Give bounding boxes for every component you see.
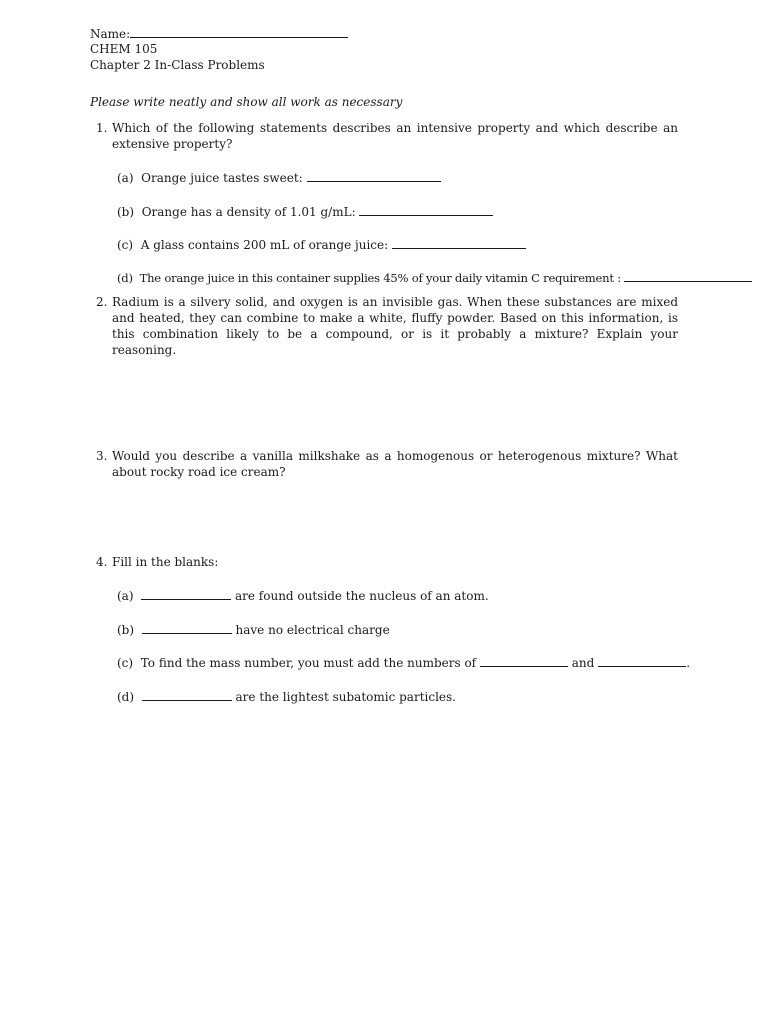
q1-part-c-text: A glass contains 200 mL of orange juice: [140, 238, 389, 252]
q1-part-c-label: (c) [117, 238, 134, 252]
q4-part-c-label: (c) [117, 656, 134, 670]
name-blank[interactable] [130, 25, 348, 38]
question-1-text: Which of the following statements describes an intensive property and which describe an extensive property? [112, 121, 678, 151]
q4-part-a-label: (a) [117, 589, 134, 603]
q4-part-d-blank[interactable] [142, 688, 232, 701]
q4-part-b-text: have no electrical charge [235, 623, 390, 637]
q4-part-a-blank[interactable] [141, 587, 231, 600]
page-title: Chapter 2 In-Class Problems [90, 58, 265, 72]
name-label: Name: [90, 27, 131, 41]
q1-part-a-label: (a) [117, 171, 134, 185]
q4-part-c [117, 654, 690, 671]
q1-part-c [117, 236, 526, 253]
q4-part-d [117, 688, 456, 705]
q4-part-c-text: To find the mass number, you must add the numbers of [140, 656, 477, 670]
q4-part-c-blank-2[interactable] [598, 654, 686, 667]
q1-part-d-label: (d) [117, 271, 133, 285]
q1-part-b-text: Orange has a density of 1.01 g/mL: [141, 205, 356, 219]
q4-part-c-end: . [686, 656, 691, 670]
name-line [90, 25, 348, 42]
question-1-number: 1. [96, 121, 108, 135]
question-2-number: 2. [96, 295, 108, 309]
q1-part-b-blank[interactable] [359, 203, 493, 216]
question-3-text: Would you describe a vanilla milkshake as a homogenous or heterogenous mixture? What about rocky road ice cream? [112, 449, 678, 479]
question-2-text: Radium is a silvery solid, and oxygen is an invisible gas. When these substances are mixed and heated, they can combine to make a white, fluffy powder. Based on this information, is this combination likely to be a compound, or is it probably a mixture? Explain your reasoning. [112, 295, 678, 357]
q1-part-b-label: (b) [117, 205, 135, 219]
q4-part-b [117, 621, 390, 638]
q4-part-a [117, 587, 489, 604]
instructions: Please write neatly and show all work as necessary [90, 95, 403, 109]
q4-part-d-text: are the lightest subatomic particles. [235, 690, 456, 704]
q1-part-a-text: Orange juice tastes sweet: [141, 171, 303, 185]
q1-part-a [117, 169, 441, 186]
question-4-number: 4. [96, 555, 108, 569]
question-3-number: 3. [96, 449, 108, 463]
course-code: CHEM 105 [90, 42, 158, 56]
q4-part-b-label: (b) [117, 623, 135, 637]
q4-part-c-blank-1[interactable] [480, 654, 568, 667]
q1-part-d-blank[interactable] [624, 269, 752, 282]
q1-part-d-text: The orange juice in this container supplies 45% of your daily vitamin C requirement : [139, 271, 621, 285]
q4-part-d-label: (d) [117, 690, 135, 704]
question-4-text: Fill in the blanks: [112, 555, 219, 569]
q1-part-a-blank[interactable] [307, 169, 441, 182]
q4-part-c-middle: and [571, 656, 595, 670]
q1-part-c-blank[interactable] [392, 236, 526, 249]
q4-part-a-text: are found outside the nucleus of an atom. [235, 589, 489, 603]
q1-part-b [117, 203, 493, 220]
q1-part-d [117, 269, 752, 286]
q4-part-b-blank[interactable] [142, 621, 232, 634]
